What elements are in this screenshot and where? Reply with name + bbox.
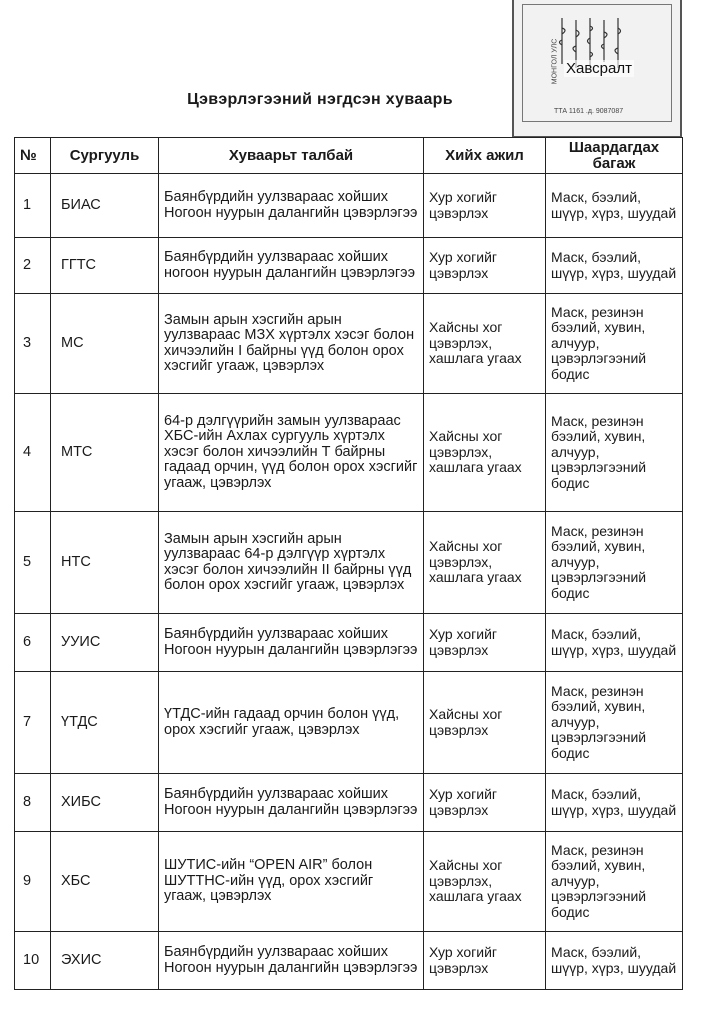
- row-tools: Маск, бээлий, шүүр, хүрз, шуудай: [546, 932, 683, 990]
- page-title: Цэвэрлэгээний нэгдсэн хуваарь: [187, 91, 453, 108]
- row-task: Хайсны хог цэвэрлэх, хашлага угаах: [424, 394, 546, 512]
- row-number: 10: [15, 932, 51, 990]
- row-area: Замын арын хэсгийн арын уулзвараас 64-р дэлгүүр хүртэлх хэсэг болон хичээлийн II байрны үүд болон орох хэсгийг угааж, цэвэрлэх: [159, 512, 424, 614]
- row-number: 2: [15, 238, 51, 294]
- row-area: 64-р дэлгүүрийн замын уулзвараас ХБС-ийн Ахлах сургууль хүртэлх хэсэг болон хичээлийн Т байрны гадаад орчин, үүд болон орох хэсгийг угааж, цэвэрлэх: [159, 394, 424, 512]
- stamp-side-text-left: МОНГОЛ УЛС: [551, 38, 559, 85]
- column-header-school: Сургууль: [51, 138, 159, 174]
- row-area: ҮТДС-ийн гадаад орчин болон үүд, орох хэсгийг угааж, цэвэрлэх: [159, 672, 424, 774]
- column-header-tools: Шаардагдах багаж: [546, 138, 683, 174]
- row-tools: Маск, резинэн бээлий, хувин, алчуур, цэвэрлэгээний бодис: [546, 394, 683, 512]
- row-school: МС: [51, 294, 159, 394]
- row-task: Хур хогийг цэвэрлэх: [424, 614, 546, 672]
- stamp-label: Хавсралт: [566, 60, 632, 77]
- table-row: [15, 932, 683, 990]
- row-task: Хайсны хог цэвэрлэх, хашлага угаах: [424, 294, 546, 394]
- row-school: ХИБС: [51, 774, 159, 832]
- table-row: [15, 294, 683, 394]
- row-school: НТС: [51, 512, 159, 614]
- row-area: Баянбүрдийн уулзвараас хойших Ногоон нуурын далангийн цэвэрлэгээ: [159, 614, 424, 672]
- table-row: [15, 512, 683, 614]
- table-row: [15, 614, 683, 672]
- row-tools: Маск, бээлий, шүүр, хүрз, шуудай: [546, 238, 683, 294]
- row-task: Хайсны хог цэвэрлэх: [424, 672, 546, 774]
- row-number: 4: [15, 394, 51, 512]
- stamp-serial: ТТА 1161 .д. 9087087: [554, 108, 624, 115]
- row-area: Баянбүрдийн уулзвараас хойших Ногоон нуурын далангийн цэвэрлэгээ: [159, 774, 424, 832]
- row-task: Хур хогийг цэвэрлэх: [424, 932, 546, 990]
- table-row: [15, 238, 683, 294]
- row-tools: Маск, резинэн бээлий, хувин, алчуур, цэвэрлэгээний бодис: [546, 672, 683, 774]
- row-tools: Маск, бээлий, шүүр, хүрз, шуудай: [546, 774, 683, 832]
- official-stamp: [512, 0, 682, 138]
- row-number: 3: [15, 294, 51, 394]
- row-number: 6: [15, 614, 51, 672]
- row-school: БИАС: [51, 174, 159, 238]
- row-task: Хур хогийг цэвэрлэх: [424, 774, 546, 832]
- row-school: ҮТДС: [51, 672, 159, 774]
- table-header-row: [15, 138, 683, 174]
- row-task: Хур хогийг цэвэрлэх: [424, 238, 546, 294]
- row-school: ХБС: [51, 832, 159, 932]
- row-school: ЭХИС: [51, 932, 159, 990]
- row-area: Баянбүрдийн уулзвараас хойших Ногоон нуурын далангийн цэвэрлэгээ: [159, 174, 424, 238]
- column-header-task: Хийх ажил: [424, 138, 546, 174]
- row-number: 7: [15, 672, 51, 774]
- row-task: Хайсны хог цэвэрлэх, хашлага угаах: [424, 832, 546, 932]
- column-header-area: Хуваарьт талбай: [159, 138, 424, 174]
- table-row: [15, 774, 683, 832]
- row-tools: Маск, бээлий, шүүр, хүрз, шуудай: [546, 614, 683, 672]
- row-tools: Маск, резинэн бээлий, хувин, алчуур, цэвэрлэгээний бодис: [546, 512, 683, 614]
- row-area: ШУТИС-ийн “OPEN AIR” болон ШУТТНС-ийн үүд, орох хэсгийг угааж, цэвэрлэх: [159, 832, 424, 932]
- row-number: 5: [15, 512, 51, 614]
- row-area: Баянбүрдийн уулзвараас хойших ногоон нуурын далангийн цэвэрлэгээ: [159, 238, 424, 294]
- row-tools: Маск, резинэн бээлий, хувин, алчуур, цэвэрлэгээний бодис: [546, 832, 683, 932]
- row-tools: Маск, резинэн бээлий, хувин, алчуур, цэвэрлэгээний бодис: [546, 294, 683, 394]
- row-number: 8: [15, 774, 51, 832]
- column-header-number: №: [15, 138, 51, 174]
- table-row: [15, 832, 683, 932]
- row-school: УУИС: [51, 614, 159, 672]
- row-area: Баянбүрдийн уулзвараас хойших Ногоон нуурын далангийн цэвэрлэгээ: [159, 932, 424, 990]
- table-row: [15, 394, 683, 512]
- row-task: Хайсны хог цэвэрлэх, хашлага угаах: [424, 512, 546, 614]
- schedule-table: [14, 137, 683, 990]
- table-row: [15, 174, 683, 238]
- row-number: 1: [15, 174, 51, 238]
- row-school: МТС: [51, 394, 159, 512]
- row-school: ГГТС: [51, 238, 159, 294]
- row-tools: Маск, бээлий, шүүр, хүрз, шуудай: [546, 174, 683, 238]
- row-number: 9: [15, 832, 51, 932]
- row-task: Хур хогийг цэвэрлэх: [424, 174, 546, 238]
- row-area: Замын арын хэсгийн арын уулзвараас МЗХ хүртэлх хэсэг болон хичээлийн I байрны үүд болон орох хэсгийг угааж, цэвэрлэх: [159, 294, 424, 394]
- table-row: [15, 672, 683, 774]
